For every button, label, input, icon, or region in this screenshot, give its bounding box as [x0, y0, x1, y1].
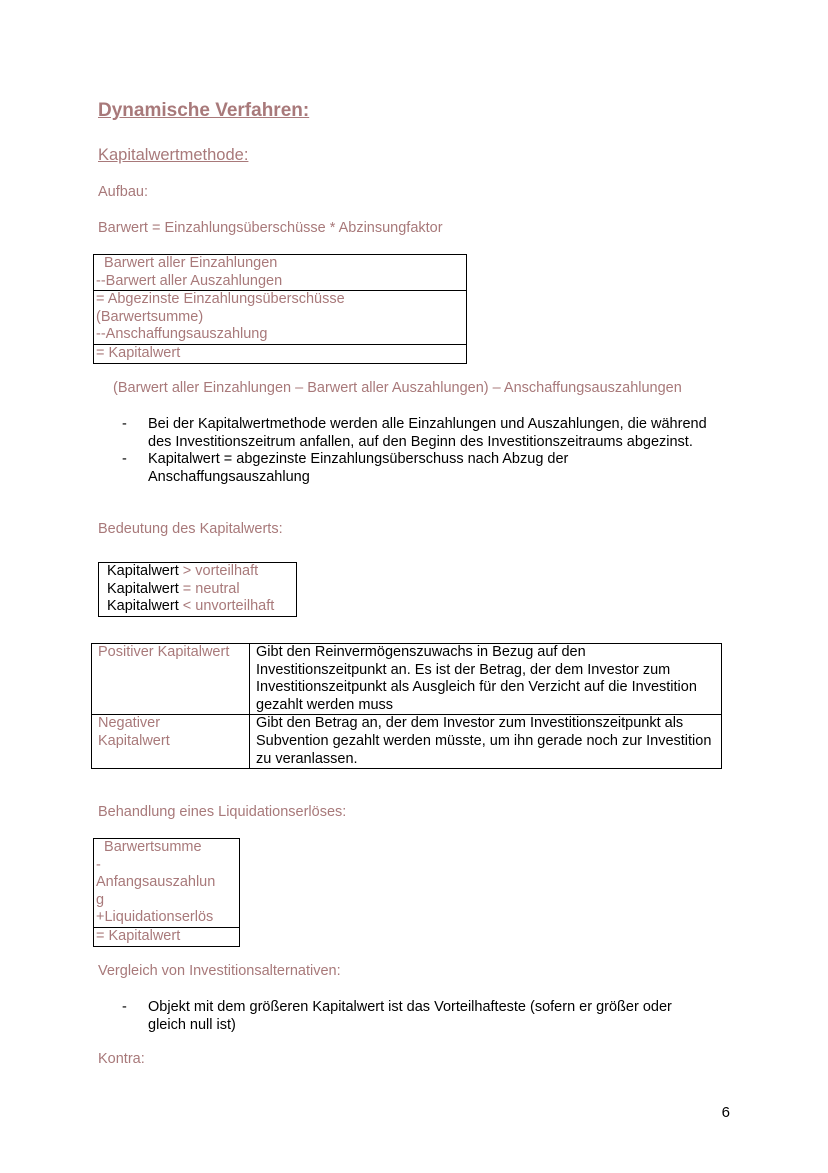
- kapitalwert-formula: (Barwert aller Einzahlungen – Barwert aller Auszahlungen) – Anschaffungsauszahlungen: [113, 380, 682, 396]
- bedeutung-relation: = neutral: [178, 580, 240, 597]
- liquidation-group-1: [94, 839, 239, 928]
- barwert-formula: Barwert = Einzahlungsüberschüsse * Abzinsungfaktor: [98, 220, 443, 236]
- kapitalwert-definition-table: [91, 643, 722, 769]
- liquidation-group-2: [94, 928, 239, 946]
- section-heading: Kapitalwertmethode:: [98, 146, 249, 164]
- list-item-text: Kapitalwert = abgezinste Einzahlungsüberschuss nach Abzug der Anschaffungsauszahlung: [148, 451, 569, 485]
- page-heading: Dynamische Verfahren:: [98, 100, 310, 121]
- bedeutung-box: [98, 562, 297, 617]
- schema-group-2: [94, 291, 466, 345]
- schema-line: g: [96, 891, 105, 908]
- vergleich-label: Vergleich von Investitionsalternativen:: [98, 963, 341, 979]
- bedeutung-relation: < unvorteilhaft: [178, 598, 275, 615]
- schema-line: = Abgezinste Einzahlungsüberschüsse: [96, 291, 345, 308]
- bedeutung-term: Kapitalwert: [107, 598, 179, 615]
- list-item-text: Bei der Kapitalwertmethode werden alle Einzahlungen und Auszahlungen, die während des Investitionszeitrum anfallen, auf den Beginn des Investitionszeitraums abgezinst.: [148, 416, 707, 450]
- list-item: [122, 999, 712, 1034]
- bullet-marker: -: [122, 416, 127, 432]
- bullet-list-1: [122, 416, 712, 486]
- schema-line: --Anschaffungsauszahlung: [96, 326, 268, 343]
- list-item-text: Objekt mit dem größeren Kapitalwert ist das Vorteilhafteste (sofern er größer oder gleich null ist): [148, 999, 672, 1033]
- schema-group-1: [94, 255, 466, 291]
- schema-line: Anfangsauszahlun: [96, 874, 216, 891]
- liquidation-label: Behandlung eines Liquidationserlöses:: [98, 804, 347, 820]
- page-number: 6: [721, 1104, 730, 1121]
- bedeutung-row: [107, 581, 288, 599]
- list-item: [122, 416, 712, 451]
- schema-line: (Barwertsumme): [96, 308, 204, 325]
- table-row: [92, 644, 722, 715]
- schema-line: Barwert aller Einzahlungen: [96, 255, 278, 271]
- table-row: [92, 715, 722, 769]
- schema-group-3: [94, 345, 466, 363]
- bullet-list-2: [122, 999, 712, 1034]
- aufbau-label: Aufbau:: [98, 184, 148, 200]
- schema-line: = Kapitalwert: [96, 927, 181, 944]
- bedeutung-label: Bedeutung des Kapitalwerts:: [98, 521, 283, 537]
- bullet-marker: -: [122, 999, 127, 1015]
- schema-line: -: [96, 856, 101, 873]
- kontra-label: Kontra:: [98, 1051, 145, 1067]
- schema-line: --Barwert aller Auszahlungen: [96, 272, 283, 289]
- table-key-cell: [92, 715, 250, 769]
- schema-line: +Liquidationserlös: [96, 909, 214, 926]
- list-item: [122, 451, 712, 486]
- bedeutung-relation: > vorteilhaft: [178, 563, 259, 579]
- table-value-cell: Gibt den Reinvermögenszuwachs in Bezug auf den Investitionszeitpunkt an. Es ist der Betrag, der dem Investor zum Investitionszeitpunkt als Ausgleich für den Verzicht auf die Investition gezahlt werden muss: [250, 644, 722, 715]
- bedeutung-row: [107, 563, 288, 581]
- liquidation-schema-box: [93, 838, 240, 947]
- bedeutung-row: [107, 598, 288, 616]
- kapitalwert-schema-box: [93, 254, 467, 364]
- bedeutung-term: Kapitalwert: [107, 563, 179, 579]
- table-key-cell: Positiver Kapitalwert: [92, 644, 250, 715]
- table-key-text: Negativer Kapitalwert: [98, 715, 170, 749]
- bedeutung-term: Kapitalwert: [107, 580, 179, 597]
- table-value-cell: Gibt den Betrag an, der dem Investor zum Investitionszeitpunkt als Subvention gezahlt werden müsste, um ihn gerade noch zur Investition zu veranlassen.: [250, 715, 722, 769]
- schema-line: Barwertsumme: [96, 839, 202, 855]
- schema-line: = Kapitalwert: [96, 344, 181, 361]
- bullet-marker: -: [122, 451, 127, 468]
